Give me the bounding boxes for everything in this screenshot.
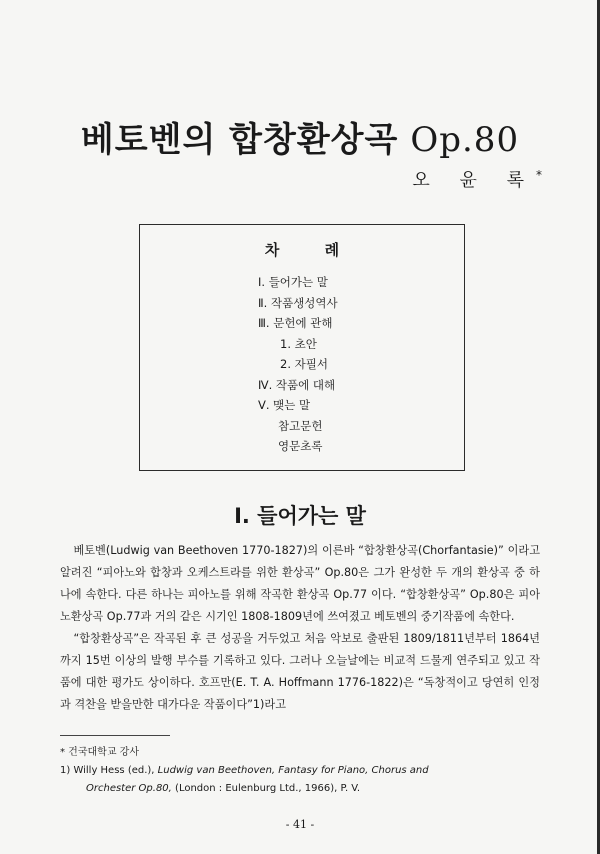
table-of-contents: [139, 224, 465, 471]
page-number: - 41 -: [285, 818, 315, 831]
toc-item: Ⅰ. 들어가는 말: [258, 275, 328, 289]
footnote-1-continued: [60, 780, 540, 798]
footnote-1-title-cont: Orchester Op.80,: [86, 783, 172, 794]
footnote-divider: [60, 735, 170, 736]
paragraph: 베토벤(Ludwig van Beethoven 1770-1827)의 이른바 “합창환상곡(Chorfantasie)” 이라고 알려진 “피아노와 합창과 오케스트라를 위한 환상곡” Op.80은 그가 완성한 두 개의 환상곡 중 하나에 속한다. 다른 하나는 피아노를 위해 작곡한 환상곡 Op.77 이다. “합창환상곡” Op.80은 피아노환상곡 Op.77과 거의 같은 시기인 1808-1809년에 쓰여졌고 베토벤의 중기작품에 속한다.: [60, 544, 540, 623]
toc-item: Ⅱ. 작품생성역사: [258, 295, 338, 310]
author: [412, 166, 542, 192]
body-text: [60, 540, 540, 716]
article-title: [0, 112, 600, 161]
toc-item: Ⅴ. 맺는 말: [258, 398, 311, 412]
footnote-1: [60, 762, 540, 780]
toc-reference-item: 영문초록: [278, 439, 323, 453]
section-heading: Ⅰ. 들어가는 말: [234, 504, 366, 528]
toc-subitem: 2. 자필서: [280, 357, 328, 371]
footnote-affiliation: * 건국대학교 강사: [60, 747, 139, 758]
footnote-1-suffix: (London : Eulenburg Ltd., 1966), P. V.: [171, 783, 361, 794]
author-name: 오 윤 록: [412, 170, 536, 191]
author-marker: *: [536, 168, 542, 182]
footnote-1-prefix: 1) Willy Hess (ed.),: [60, 765, 158, 776]
footnotes: [60, 744, 540, 798]
footnote-1-title: Ludwig van Beethoven, Fantasy for Piano, Chorus and: [157, 765, 429, 776]
paragraph: “합창환상곡”은 작곡된 후 큰 성공을 거두었고 처음 악보로 출판된 1809/1811년부터 1864년까지 15번 이상의 발행 부수를 기록하고 있다. 그러나 오늘날에는 비교적 드물게 연주되고 있고 작품에 대한 평가도 상이하다. 호프만(E. T. A. Hoffmann 1776-1822)은 “독창적이고 당연히 인정과 격찬을 받을만한 대가다운 작품이다”1)라고: [60, 632, 540, 711]
toc-item: Ⅳ. 작품에 대해: [258, 377, 336, 392]
toc-heading: 차 례: [264, 241, 360, 259]
toc-reference-item: 참고문헌: [278, 418, 323, 433]
title-opus: Op.80: [410, 120, 520, 160]
toc-list: [258, 272, 338, 457]
toc-subitem: 1. 초안: [280, 336, 317, 351]
title-main: 베토벤의 합창환상곡: [80, 120, 399, 160]
toc-item: Ⅲ. 문헌에 관해: [258, 316, 333, 330]
